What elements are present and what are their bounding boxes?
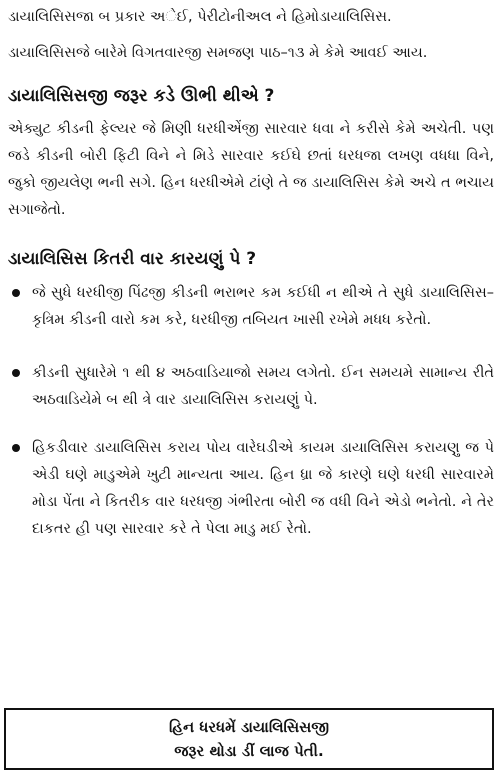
section-heading-when-needed: ડાયાલિસિસજી જરૂર કડે ઊભી થીએ ? (8, 86, 275, 106)
bullet-text: જે સુધે ધરધીજી પિંઢજી કીડની ભરાભર કમ કઈધી ન થીએ તે સુધે ડાયાલિસિસ–કૃત્રિમ કીડની વારો કમ કરે, ધરધીજી તબિયત ખાસી રખેમે મધધ કરેતો. (32, 285, 494, 328)
intro-line-2: ડાયાલિસિસજે બારેમે વિગતવારજી સમજણ પાઠ–૧૩ મે કેમે આવઈ આય. (8, 45, 428, 61)
callout-line-2: જરૂર થોડા ડીં લાજ પેતી. (174, 742, 324, 760)
section-body-when-needed: એક્યુટ કીડની ફેલ્યર જે મિણી ધરધીએંજી સારવાર ધવા ને કરીસે કેમે અચેતી. પણ જડે કીડની બોરી ફિટી વિને ને મિડે સારવાર કઈઘે છતાં ધરધજા લખણ વધધા વિને, જુકો જીયલેણ ભની સગે. હિન ધરધીએમે ટાંણે તે જ ડાયાલિસિસ કેમે અચે ત ભચાય સગાજેતો. (8, 121, 494, 218)
bullet-list-item (8, 435, 494, 543)
callout-line-1: હિન ધરધમેં ડાયાલિસિસજી (168, 718, 330, 736)
bullet-list-item (8, 280, 494, 334)
bullet-text: હિકડીવાર ડાયાલિસિસ કરાય પોય વારેઘડીએ કાયમ ડાયાલિસિસ કરાયણુ જ પે એડી ઘણે માડુએમે ખુટી માન્યતા આય. હિન ધ્રા જે કારણે ઘણે ધરધી સારવારમે મોડા પેંતા ને કિતરીક વાર ધરધજી ગંભીરતા બોરી જ વધી વિને એડો ભનેતો. ને તેર દાકતર હી પણ સારવાર કરે તે પેલા માડુ મઈ રેતો. (32, 440, 494, 537)
intro-line-1: ડાયાલિસિસજા બ પ્રકાર અેઈ, પેરીટોનીઅલ ને હિમોડાયાલિસિસ. (8, 9, 392, 25)
callout-box (4, 708, 494, 770)
bullet-text: કીડની સુધારેમે ૧ થી ૪ અઠવાડિયાજો સમય લગેતો. ઈન સમયમે સામાન્ય રીતે અઠવાડિયેમે બ થી ત્રે વાર ડાયાલિસિસ કરાયણું પે. (32, 365, 494, 408)
section-heading-how-often: ડાયાલિસિસ કિતરી વાર કારયણું પે ? (8, 249, 257, 269)
bullet-list-item (8, 360, 494, 414)
bullet-dot-icon (12, 289, 20, 297)
bullet-dot-icon (12, 369, 20, 377)
bullet-dot-icon (12, 444, 20, 452)
